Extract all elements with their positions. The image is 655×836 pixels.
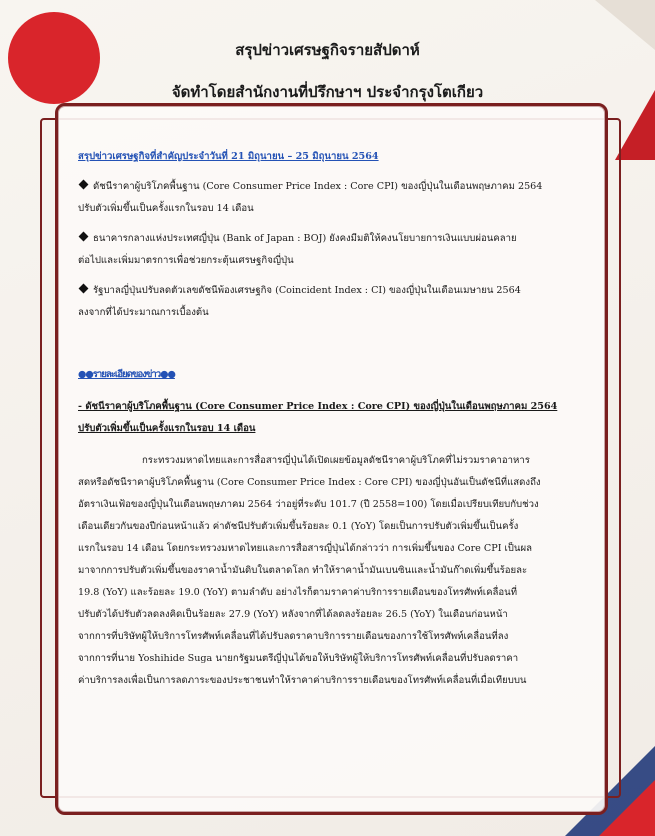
bullet-text-line: ต่อไปและเพิ่มมาตรการเพื่อช่วยกระตุ้นเศรษฐกิจญี่ปุ่น	[78, 255, 294, 266]
details-paragraph	[78, 450, 583, 692]
paragraph-line: อัตราเงินเฟ้อของญี่ปุ่นในเดือนพฤษภาคม 2564 ว่าอยู่ที่ระดับ 101.7 (ปี 2558=100) โดยเมื่อเปรียบเทียบกับช่วง	[78, 499, 539, 510]
paragraph-line: 19.8 (YoY) และร้อยละ 19.0 (YoY) ตามลำดับ อย่างไรก็ตามราคาค่าบริการรายเดือนของโทรศัพท์เคลื่อนที่	[78, 587, 518, 598]
document-body	[78, 146, 583, 692]
bullet-text-line: รัฐบาลญี่ปุ่นปรับลดตัวเลขดัชนีพ้องเศรษฐกิจ (Coincident Index : CI) ของญี่ปุ่นในเดือนเมษายน 2564	[93, 285, 521, 296]
paragraph-line: ค่าบริการลงเพื่อเป็นการลดภาระของประชาชนทำให้ราคาค่าบริการรายเดือนของโทรศัพท์เคลื่อนที่เมื่อเทียบบน	[78, 675, 527, 686]
diamond-bullet-icon	[79, 232, 89, 242]
paragraph-line: กระทรวงมหาดไทยและการสื่อสารญี่ปุ่นได้เปิดเผยข้อมูลดัชนีราคาผู้บริโภคที่ไม่รวมราคาอาหาร	[142, 455, 530, 466]
diamond-bullet-icon	[79, 180, 89, 190]
document-title: สรุปข่าวเศรษฐกิจรายสัปดาห์	[235, 41, 420, 59]
subheading-line-1: - ดัชนีราคาผู้บริโภคพื้นฐาน (Core Consumer Price Index : Core CPI) ของญี่ปุ่นในเดือนพฤษภาคม 2564	[78, 401, 558, 412]
details-heading-link[interactable]: ●●รายละเอียดของข่าว●●	[78, 369, 175, 380]
document-header	[0, 38, 655, 104]
summary-bullet-1	[78, 176, 583, 220]
document-subtitle: จัดทำโดยสำนักงานที่ปรึกษาฯ ประจำกรุงโตเกียว	[171, 83, 484, 101]
diamond-bullet-icon	[79, 284, 89, 294]
bullet-text-line: ปรับตัวเพิ่มขึ้นเป็นครั้งแรกในรอบ 14 เดือน	[78, 203, 254, 214]
summary-bullet-2	[78, 228, 583, 272]
paragraph-line: เดือนเดียวกันของปีก่อนหน้าแล้ว ค่าดัชนีปรับตัวเพิ่มขึ้นร้อยละ 0.1 (YoY) โดยเป็นการปรับตัวเพิ่มขึ้นเป็นครั้ง	[78, 521, 519, 532]
bullet-text-line: ดัชนีราคาผู้บริโภคพื้นฐาน (Core Consumer Price Index : Core CPI) ของญี่ปุ่นในเดือนพฤษภาคม 2564	[93, 181, 543, 192]
paragraph-line: สดหรือดัชนีราคาผู้บริโภคพื้นฐาน (Core Consumer Price Index : Core CPI) ของญี่ปุ่นอันเป็นดัชนีที่แสดงถึง	[78, 477, 541, 488]
subheading-line-2: ปรับตัวเพิ่มขึ้นเป็นครั้งแรกในรอบ 14 เดือน	[78, 423, 256, 434]
paragraph-line: มาจากการปรับตัวเพิ่มขึ้นของราคาน้ำมันดิบในตลาดโลก ทำให้ราคาน้ำมันเบนซินและน้ำมันก๊าดเพิ่มขึ้นร้อยละ	[78, 565, 528, 576]
bullet-text-line: ธนาคารกลางแห่งประเทศญี่ปุ่น (Bank of Japan : BOJ) ยังคงมีมติให้คงนโยบายการเงินแบบผ่อนคลาย	[93, 233, 517, 244]
summary-heading-link[interactable]: สรุปข่าวเศรษฐกิจที่สำคัญประจำวันที่ 21 มิถุนายน – 25 มิถุนายน 2564	[78, 151, 379, 162]
paragraph-line: จากการที่นาย Yoshihide Suga นายกรัฐมนตรีญี่ปุ่นได้ขอให้บริษัทผู้ให้บริการโทรศัพท์เคลื่อนที่ปรับลดราคา	[78, 653, 519, 664]
summary-bullet-3	[78, 280, 583, 324]
paragraph-line: แรกในรอบ 14 เดือน โดยกระทรวงมหาดไทยและการสื่อสารญี่ปุ่นได้กล่าวว่า การเพิ่มขึ้นของ Core CPI เป็นผล	[78, 543, 532, 554]
details-subheading	[78, 396, 583, 440]
bullet-text-line: ลงจากที่ได้ประมาณการเบื้องต้น	[78, 307, 209, 318]
paragraph-line: จากการที่บริษัทผู้ให้บริการโทรศัพท์เคลื่อนที่ได้ปรับลดราคาบริการรายเดือนของการใช้โทรศัพท์เคลื่อนที่ลง	[78, 631, 509, 642]
paragraph-line: ปรับตัวได้ปรับตัวลดลงคิดเป็นร้อยละ 27.9 (YoY) หลังจากที่ได้ลดลงร้อยละ 26.5 (YoY) ในเดือนก่อนหน้า	[78, 609, 508, 620]
